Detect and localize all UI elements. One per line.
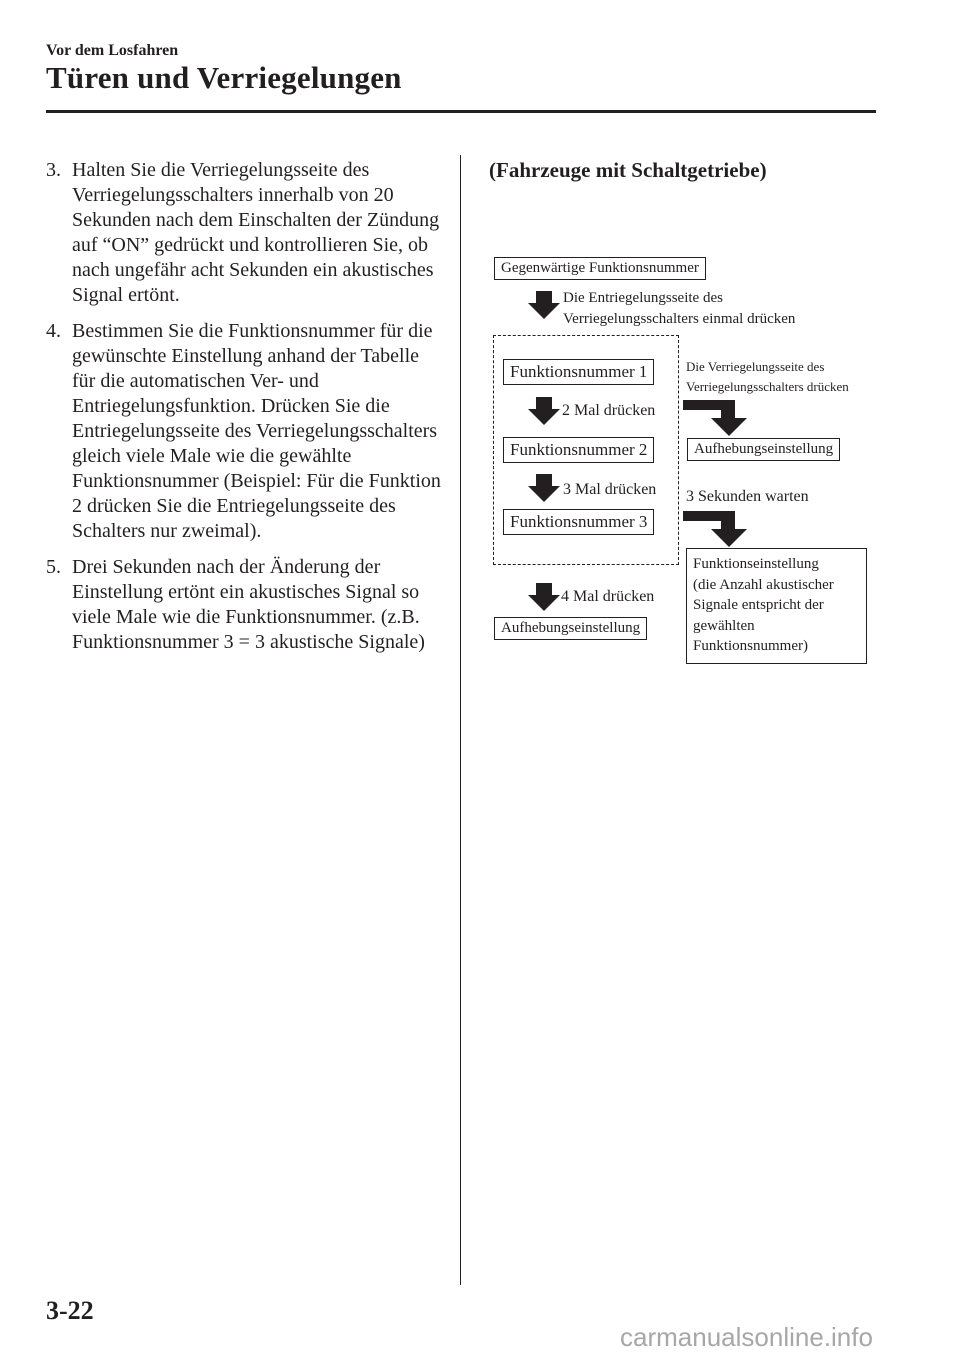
down-arrow-icon (528, 397, 560, 425)
cancel-setting-left-box: Aufhebungseinstellung (494, 617, 647, 640)
step-number: 3. (46, 159, 61, 181)
function-3-box: Funktionsnummer 3 (503, 509, 654, 535)
page-number: 3-22 (46, 1296, 94, 1325)
column-divider (460, 155, 461, 1285)
cancel-setting-right-box: Aufhebungseinstellung (687, 438, 840, 461)
chapter-title: Türen und Verriegelungen (46, 60, 402, 95)
function-setting-box: Funktionseinstellung (die Anzahl akustischer Signale entspricht der gewählten Funktionsnummer) (686, 548, 867, 664)
function-2-box: Funktionsnummer 2 (503, 437, 654, 463)
step-number: 4. (46, 320, 61, 342)
press-unlock-once-label: Die Entriegelungsseite des Verriegelungsschalters einmal drücken (563, 290, 796, 327)
step-item (46, 555, 446, 655)
down-arrow-icon (528, 291, 560, 319)
press-lock-label: Die Verriegelungsseite des Verriegelungsschalters drücken (686, 359, 849, 394)
wait-3s-label: 3 Sekunden warten (686, 488, 809, 505)
instruction-steps (46, 158, 446, 666)
press-2-label: 2 Mal drücken (562, 402, 656, 419)
current-function-box: Gegenwärtige Funktionsnummer (494, 257, 706, 280)
step-item (46, 158, 446, 308)
down-arrow-icon (528, 583, 560, 611)
watermark: carmanualsonline.info (620, 1322, 873, 1352)
header-rule (46, 110, 876, 113)
step-item (46, 319, 446, 544)
right-down-arrow-icon (683, 400, 763, 436)
function-1-box: Funktionsnummer 1 (503, 359, 654, 385)
step-text: Halten Sie die Verriegelungsseite des Verriegelungsschalters innerhalb von 20 Sekunden nach dem Einschalten der Zündung auf “ON” gedrückt und kontrollieren Sie, ob nach ungefähr acht Sekunden ein akustisches Signal ertönt. (72, 159, 440, 306)
press-3-label: 3 Mal drücken (563, 481, 657, 498)
diagram-heading: (Fahrzeuge mit Schaltgetriebe) (489, 158, 767, 182)
down-arrow-icon (528, 474, 560, 502)
press-4-label: 4 Mal drücken (561, 588, 655, 605)
step-text: Drei Sekunden nach der Änderung der Einstellung ertönt ein akustisches Signal so viele Male wie die Funktionsnummer. (z.B. Funktionsnummer 3 = 3 akustische Signale) (72, 556, 425, 653)
step-number: 5. (46, 556, 61, 578)
section-label: Vor dem Losfahren (46, 42, 179, 59)
step-text: Bestimmen Sie die Funktionsnummer für die gewünschte Einstellung anhand der Tabelle für die automatischen Ver- und Entriegelungsfunktion. Drücken Sie die Entriegelungsseite des Verriegelungsschalters gleich viele Male wie die gewählte Funktionsnummer (Beispiel: Für die Funktion 2 drücken Sie die Entriegelungsseite des Schalters nur zweimal). (72, 320, 441, 542)
right-down-arrow-icon (683, 511, 763, 547)
